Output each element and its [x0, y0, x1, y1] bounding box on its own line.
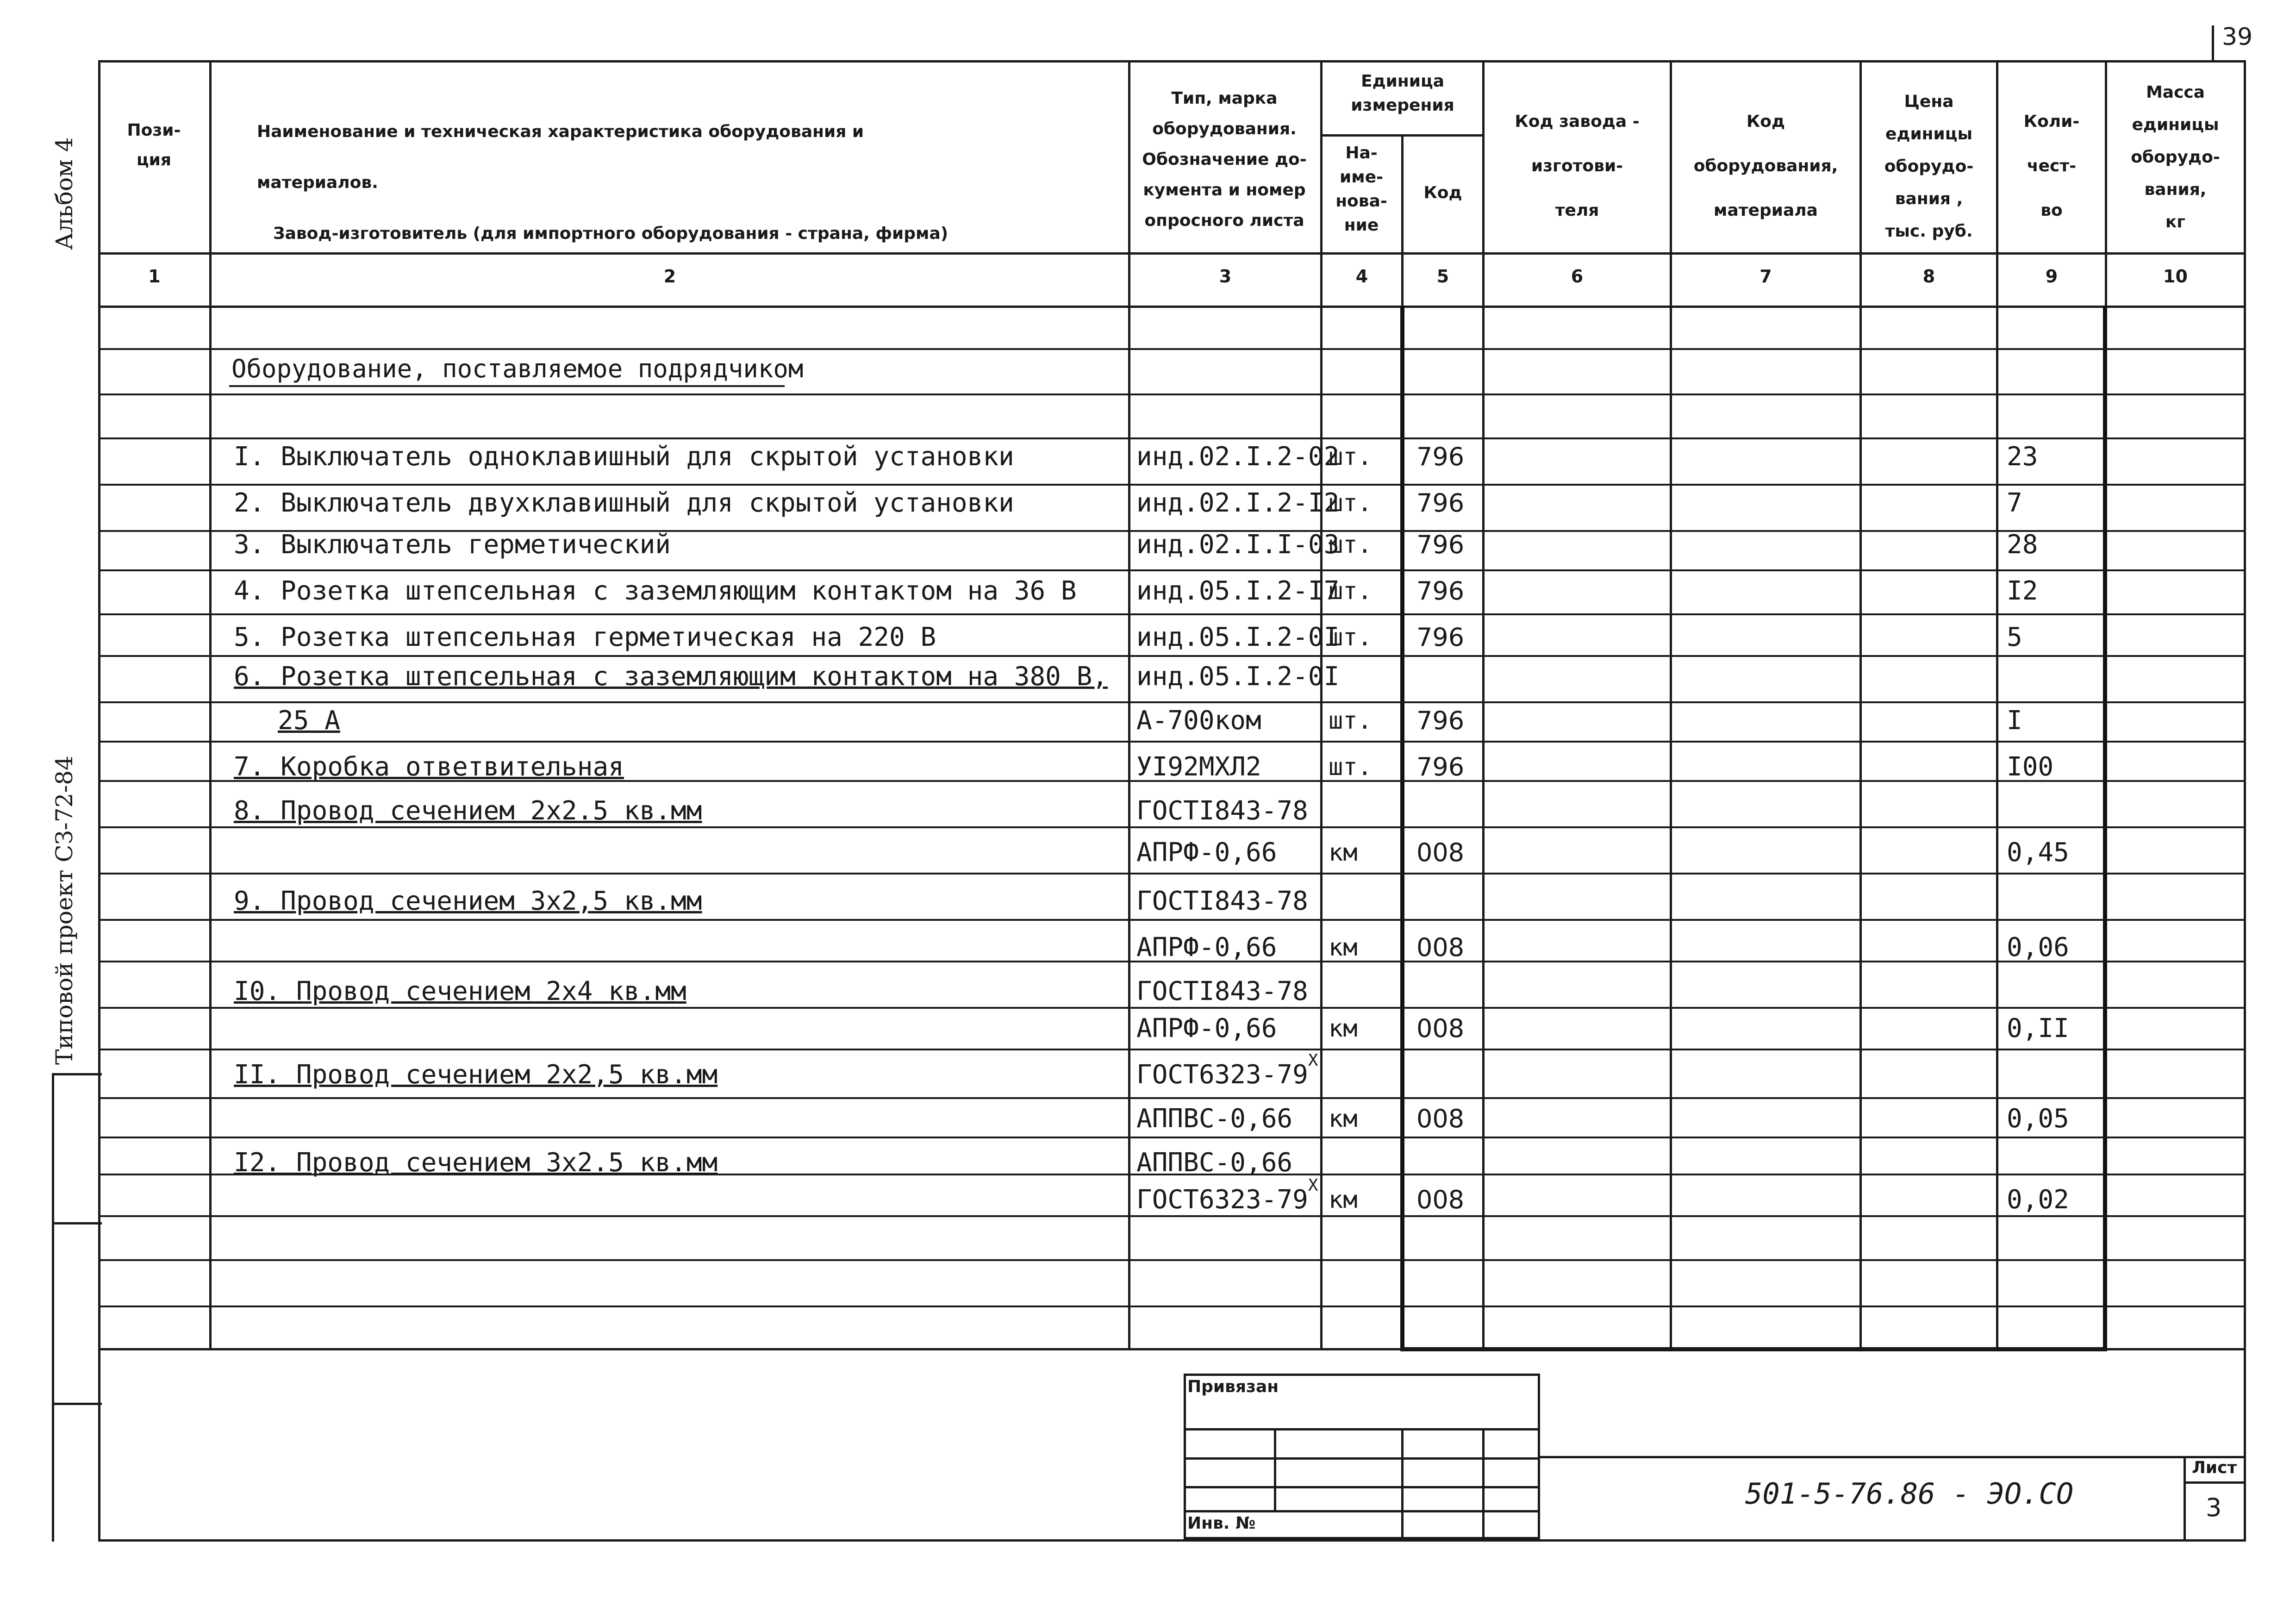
row-code: 008 — [1416, 933, 1465, 962]
header-col6: Код завода - изготови- теля — [1515, 112, 1640, 220]
row-unit: км — [1329, 934, 1358, 962]
colnum-9: 9 — [2045, 266, 2058, 287]
row-line — [98, 348, 2246, 350]
row-name: 8. Провод сечением 2х2.5 кв.мм — [234, 796, 702, 826]
row-code: 796 — [1416, 752, 1465, 781]
row-code: 008 — [1416, 1104, 1465, 1133]
header-col10: Масса единицы оборудо- вания, кг — [2131, 83, 2220, 231]
colnum-2: 2 — [663, 266, 676, 287]
row-type: ГОСТ6323-79 — [1136, 1185, 1308, 1215]
header-col7: Код оборудования, материала — [1693, 112, 1838, 220]
margin-line — [52, 1074, 54, 1542]
row-unit: шт. — [1329, 531, 1372, 559]
row-line — [98, 1305, 2246, 1307]
stamp-vline — [1482, 1428, 1485, 1539]
header-col5: Код — [1423, 183, 1462, 202]
row-unit: шт. — [1329, 489, 1372, 517]
colnum-1: 1 — [148, 266, 161, 287]
row-line — [98, 655, 2246, 657]
row-line — [98, 1097, 2246, 1099]
row-qty: 0,II — [2007, 1013, 2069, 1043]
stamp-inv-label: Инв. № — [1187, 1514, 1256, 1533]
row-qty: I — [2007, 706, 2022, 736]
row-type: инд.02.I.2-I2 — [1136, 488, 1340, 518]
row-line — [98, 1007, 2246, 1009]
row-unit: км — [1329, 1105, 1358, 1133]
colnum-7: 7 — [1759, 266, 1772, 287]
colnum-6: 6 — [1571, 266, 1584, 287]
row-type: инд.02.I.I-03 — [1136, 530, 1340, 560]
row-name: 9. Провод сечением 3х2,5 кв.мм — [234, 886, 702, 916]
side-project: Типовой проект СЗ-72-84 — [51, 756, 78, 1065]
document-code: 501-5-76.86 - ЭО.СО — [1745, 1477, 2074, 1511]
row-name: 4. Розетка штепсельная с заземляющим контактом на 36 В — [234, 576, 1077, 606]
row-qty: 7 — [2007, 488, 2022, 518]
row-line — [98, 437, 2246, 439]
sheet-box-line — [2184, 1481, 2246, 1484]
row-code: 008 — [1416, 1185, 1465, 1214]
row-code: 796 — [1416, 623, 1465, 652]
section-title: Оборудование, поставляемое подрядчиком — [231, 354, 804, 383]
row-type-superscript: Х — [1308, 1176, 1318, 1195]
row-qty: 0,02 — [2007, 1185, 2069, 1215]
row-name: 7. Коробка ответвительная — [234, 752, 624, 782]
row-type: инд.05.I.2-0I — [1136, 622, 1340, 652]
row-line — [98, 1259, 2246, 1261]
frame-top — [98, 60, 2246, 62]
row-unit: км — [1329, 839, 1358, 867]
row-type: АППВС-0,66 — [1136, 1148, 1293, 1178]
row-type: АПРФ-0,66 — [1136, 1013, 1277, 1043]
row-type: АПРФ-0,66 — [1136, 837, 1277, 868]
row-qty: 5 — [2007, 622, 2022, 652]
colnum-5: 5 — [1436, 266, 1449, 287]
row-type: ГОСТI843-78 — [1136, 976, 1308, 1006]
row-line — [98, 741, 2246, 743]
row-unit: шт. — [1329, 577, 1372, 605]
colnum-10: 10 — [2163, 266, 2188, 287]
row-code: 796 — [1416, 488, 1465, 518]
row-type: ГОСТI843-78 — [1136, 796, 1308, 826]
row-line — [98, 1137, 2246, 1138]
row-unit: км — [1329, 1186, 1358, 1214]
stamp-line — [1184, 1486, 1540, 1488]
row-qty: 23 — [2007, 442, 2038, 472]
row-code: 796 — [1416, 576, 1465, 606]
stamp-vline — [1274, 1428, 1276, 1510]
header-col8: Цена единицы оборудо- вания , тыс. руб. — [1884, 92, 1974, 241]
row-line — [98, 826, 2246, 828]
row-name: I. Выключатель одноклавишный для скрытой установки — [234, 442, 1014, 472]
row-qty: 0,06 — [2007, 932, 2069, 962]
stamp-vline — [1401, 1428, 1404, 1539]
margin-hline — [52, 1222, 102, 1224]
col-line — [1996, 60, 1998, 1349]
colnum-8: 8 — [1922, 266, 1935, 287]
row-type: инд.05.I.2-0I — [1136, 662, 1340, 692]
stamp-line — [1184, 1510, 1540, 1512]
row-type: А-700ком — [1136, 706, 1261, 736]
row-name: 5. Розетка штепсельная герметическая на 220 В — [234, 622, 936, 652]
row-unit: шт. — [1329, 624, 1372, 651]
row-unit: шт. — [1329, 753, 1372, 781]
col-line — [1859, 60, 1862, 1349]
table-bottom — [98, 1348, 2246, 1350]
header-col3: Тип, марка оборудования. Обозначение до- кумента и номер опросного листа — [1142, 89, 1307, 230]
row-qty: 0,05 — [2007, 1104, 2069, 1134]
row-unit: шт. — [1329, 707, 1372, 735]
margin-hline — [52, 1403, 102, 1405]
row-code: 008 — [1416, 1014, 1465, 1043]
row-line — [98, 1215, 2246, 1217]
header-col2: Наименование и техническая характеристика оборудования и материалов. Завод-изготовитель (для импортного оборудования - страна, фирма) — [257, 122, 948, 243]
sheet-number: 3 — [2206, 1493, 2222, 1522]
row-unit: шт. — [1329, 443, 1372, 471]
side-album: Альбом 4 — [51, 137, 78, 250]
row-type: инд.02.I.2-02 — [1136, 442, 1340, 472]
frame-right — [2244, 60, 2246, 1542]
col-line — [1670, 60, 1672, 1349]
col-line — [1128, 60, 1130, 1349]
row-line — [98, 613, 2246, 615]
frame-bottom — [98, 1539, 2246, 1542]
row-name: 3. Выключатель герметический — [234, 530, 671, 560]
row-type: УI92МХЛ2 — [1136, 752, 1261, 782]
row-line — [98, 484, 2246, 486]
row-type: АППВС-0,66 — [1136, 1104, 1293, 1134]
row-qty: I2 — [2007, 576, 2038, 606]
row-type: ГОСТ6323-79 — [1136, 1060, 1308, 1090]
stamp-line — [1184, 1428, 1540, 1430]
header-col4: На- име- нова- ние — [1335, 144, 1387, 235]
colnum-4: 4 — [1355, 266, 1368, 287]
row-qty: 28 — [2007, 530, 2038, 560]
row-line — [98, 394, 2246, 395]
col-line — [1482, 60, 1485, 1349]
row-code: 008 — [1416, 838, 1465, 867]
row-code: 796 — [1416, 530, 1465, 559]
page-number: 39 — [2222, 23, 2253, 51]
col-line — [209, 60, 212, 1349]
row-name: 2. Выключатель двухклавишный для скрытой установки — [234, 488, 1014, 518]
page-number-bar — [2212, 25, 2214, 62]
col-line — [1320, 60, 1323, 1349]
sheet-box-line — [2184, 1456, 2186, 1539]
row-name: 6. Розетка штепсельная с заземляющим контактом на 380 В, — [234, 662, 1108, 692]
row-line — [98, 919, 2246, 921]
row-qty: 0,45 — [2007, 837, 2069, 868]
row-line — [98, 1049, 2246, 1050]
stamp-line — [1184, 1457, 1540, 1460]
row-name: 25 А — [278, 706, 340, 736]
row-unit: км — [1329, 1015, 1358, 1043]
row-qty: I00 — [2007, 752, 2054, 782]
colnum-bottom — [98, 306, 2246, 308]
margin-hline — [52, 1073, 102, 1075]
row-name: II. Провод сечением 2х2,5 кв.мм — [234, 1060, 718, 1090]
row-name: I2. Провод сечением 3х2.5 кв.мм — [234, 1148, 718, 1178]
row-line — [98, 701, 2246, 703]
section-underline — [229, 385, 785, 387]
row-type: АПРФ-0,66 — [1136, 932, 1277, 962]
row-type: ГОСТI843-78 — [1136, 886, 1308, 916]
header-col9: Коли- чест- во — [2023, 112, 2080, 220]
sheet-label: Лист — [2192, 1458, 2237, 1477]
title-block-top — [1538, 1456, 2246, 1458]
colnum-3: 3 — [1219, 266, 1232, 287]
row-type-superscript: Х — [1308, 1051, 1318, 1070]
row-name: I0. Провод сечением 2х4 кв.мм — [234, 976, 686, 1006]
stamp-privyazan-label: Привязан — [1187, 1377, 1279, 1396]
row-code: 796 — [1416, 706, 1465, 735]
header-unit-group: Единица измерения — [1351, 72, 1454, 115]
row-code: 796 — [1416, 442, 1465, 471]
row-type: инд.05.I.2-I7 — [1136, 576, 1340, 606]
row-line — [98, 873, 2246, 874]
header-col1: Пози- ция — [127, 121, 181, 169]
row-line — [98, 569, 2246, 571]
